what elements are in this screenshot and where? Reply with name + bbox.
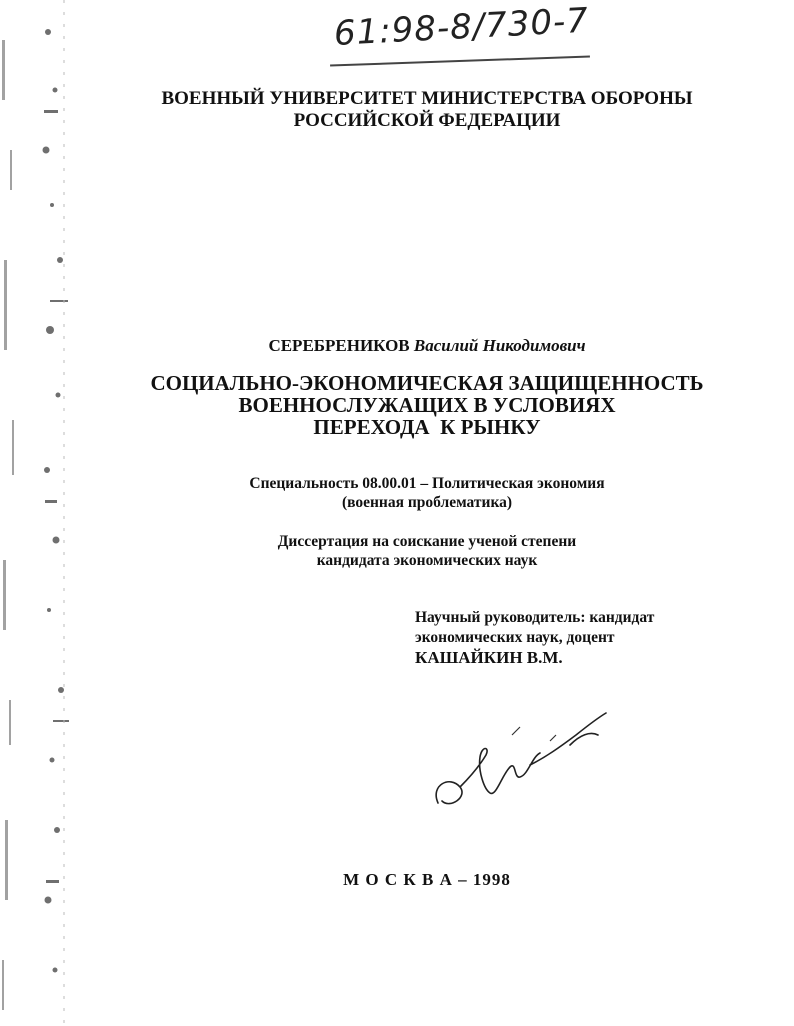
- institution-line-1: ВОЕННЫЙ УНИВЕРСИТЕТ МИНИСТЕРСТВА ОБОРОНЫ: [161, 88, 693, 109]
- advisor-name: КАШАЙКИН В.М.: [415, 648, 563, 667]
- specialty-line-2: (военная проблематика): [341, 494, 513, 511]
- archive-code: 61:98-8/730-7: [333, 0, 590, 54]
- author-name: [120, 336, 734, 356]
- degree-line-1: Диссертация на соискание ученой степени: [277, 533, 577, 550]
- degree-line-2: кандидата экономических наук: [316, 552, 538, 569]
- title-line-1: СОЦИАЛЬНО-ЭКОНОМИЧЕСКАЯ ЗАЩИЩЕННОСТЬ: [150, 371, 704, 395]
- author-signature: [420, 705, 620, 820]
- degree-statement: [120, 532, 734, 570]
- title-line-3: ПЕРЕХОДА К РЫНКУ: [313, 415, 541, 439]
- advisor-line-1: Научный руководитель: кандидат: [415, 609, 655, 626]
- institution-line-2: РОССИЙСКОЙ ФЕДЕРАЦИИ: [293, 110, 561, 131]
- specialty-line-1: Специальность 08.00.01 – Политическая экономия: [249, 475, 605, 492]
- institution-name: [120, 88, 734, 132]
- scan-edge-noise: [0, 0, 90, 1026]
- thesis-title: [120, 372, 734, 438]
- scientific-advisor: [415, 608, 755, 668]
- city-year: М О С К В А – 1998: [343, 870, 511, 889]
- author-surname: СЕРЕБРЕНИКОВ: [268, 336, 410, 355]
- title-line-2: ВОЕННОСЛУЖАЩИХ В УСЛОВИЯХ: [238, 393, 616, 417]
- advisor-line-2: экономических наук, доцент: [415, 629, 615, 646]
- author-given-names: Василий Никодимович: [413, 336, 586, 355]
- archive-code-underline: [330, 55, 590, 66]
- specialty: [120, 474, 734, 512]
